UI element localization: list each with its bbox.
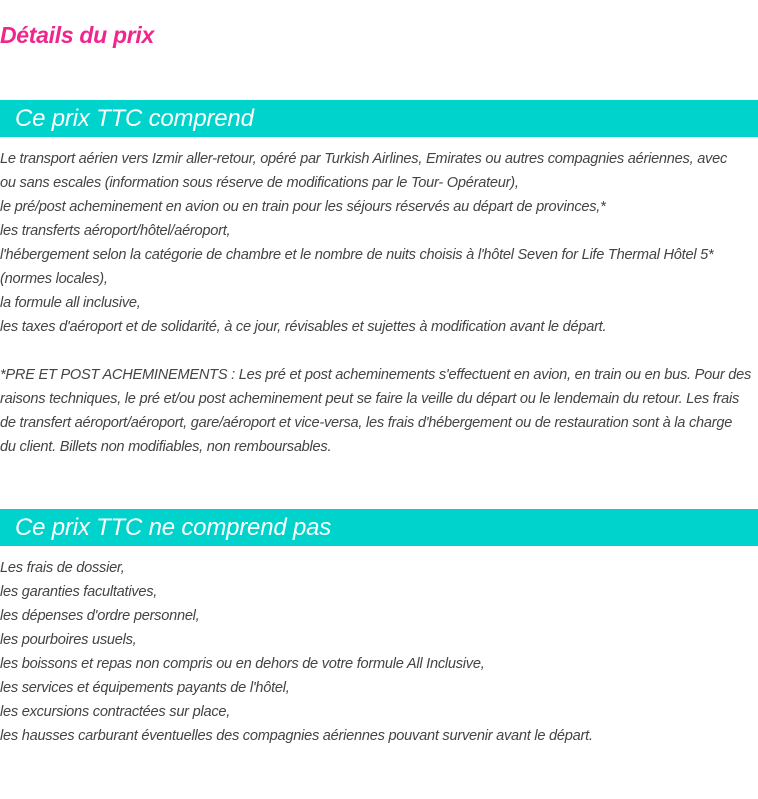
excluded-section-body [0,556,758,748]
excluded-item: les dépenses d'ordre personnel, [0,608,200,624]
transport-note-line: de transfert aéroport/aéroport, gare/aéroport et vice-versa, les frais d'hébergement ou de restauration sont à la charge [0,415,733,431]
excluded-item: les excursions contractées sur place, [0,704,231,720]
excluded-item: Les frais de dossier, [0,560,125,576]
included-item: (normes locales), [0,271,108,287]
excluded-section-header: Ce prix TTC ne comprend pas [0,509,758,546]
included-item: la formule all inclusive, [0,295,141,311]
included-item: le pré/post acheminement en avion ou en train pour les séjours réservés au départ de provinces,* [0,199,606,215]
included-item: les taxes d'aéroport et de solidarité, à ce jour, révisables et sujettes à modification avant le départ. [0,319,607,335]
transport-note-line: raisons techniques, le pré et/ou post acheminement peut se faire la veille du départ ou le lendemain du retour. Les frais [0,391,740,407]
included-item: ou sans escales (information sous réserve de modifications par le Tour- Opérateur), [0,175,519,191]
included-section-header: Ce prix TTC comprend [0,100,758,137]
excluded-item: les garanties facultatives, [0,584,158,600]
page-title: Détails du prix [0,22,154,48]
included-section-body [0,147,758,459]
excluded-item: les hausses carburant éventuelles des compagnies aériennes pouvant survenir avant le départ. [0,728,593,744]
included-item: Le transport aérien vers Izmir aller-retour, opéré par Turkish Airlines, Emirates ou autres compagnies aériennes, avec [0,151,728,167]
transport-note-line: du client. Billets non modifiables, non remboursables. [0,439,332,455]
included-item: l'hébergement selon la catégorie de chambre et le nombre de nuits choisis à l'hôtel Seven for Life Thermal Hôtel 5* [0,247,714,263]
transport-note-line: *PRE ET POST ACHEMINEMENTS : Les pré et post acheminements s'effectuent en avion, en train ou en bus. Pour des [0,367,752,383]
excluded-item: les pourboires usuels, [0,632,137,648]
excluded-item: les boissons et repas non compris ou en dehors de votre formule All Inclusive, [0,656,485,672]
excluded-item: les services et équipements payants de l'hôtel, [0,680,290,696]
spacer [0,339,758,363]
included-item: les transferts aéroport/hôtel/aéroport, [0,223,231,239]
